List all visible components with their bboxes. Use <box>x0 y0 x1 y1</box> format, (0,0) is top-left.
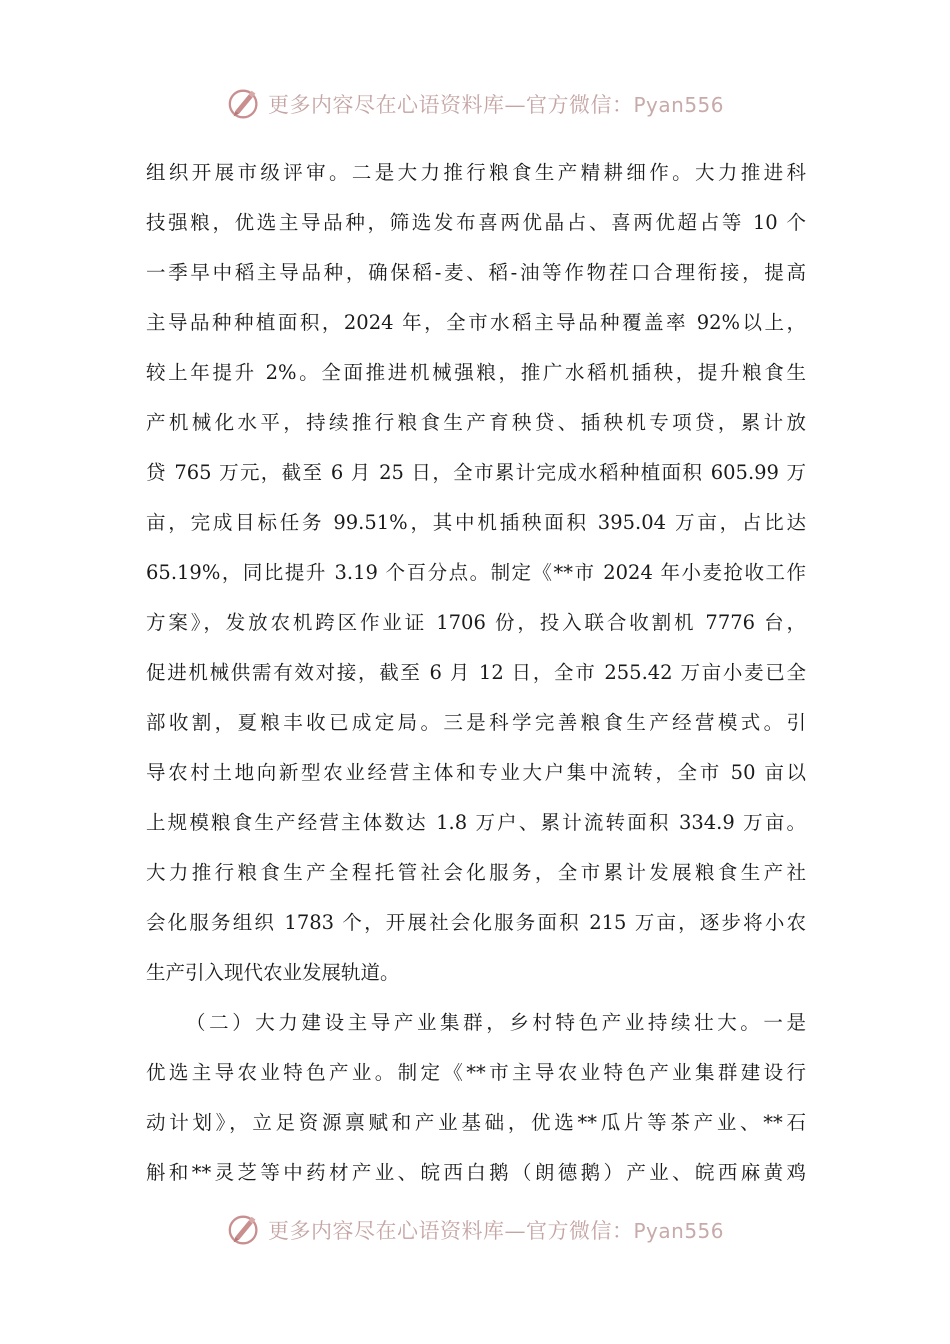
watermark-footer <box>0 1206 950 1254</box>
text-line: 优选主导农业特色产业。制定《**市主导农业特色产业集群建设行 <box>146 1061 806 1084</box>
text-line: 动计划》，立足资源禀赋和产业基础，优选**瓜片等茶产业、**石 <box>146 1111 806 1134</box>
text-line: 贷 765 万元，截至 6 月 25 日，全市累计完成水稻种植面积 605.99 万 <box>146 461 806 484</box>
text-line: 生产引入现代农业发展轨道。 <box>146 961 400 984</box>
text-line: 亩，完成目标任务 99.51%，其中机插秧面积 395.04 万亩，占比达 <box>146 511 806 534</box>
text-line: 65.19%，同比提升 3.19 个百分点。制定《**市 2024 年小麦抢收工作 <box>146 561 806 584</box>
watermark-text: 更多内容尽在心语资料库—官方微信：Pyan556 <box>267 1219 724 1243</box>
text-line: 大力推行粮食生产全程托管社会化服务，全市累计发展粮食生产社 <box>146 861 806 884</box>
document-body <box>146 148 806 1198</box>
text-line: 斛和**灵芝等中药材产业、皖西白鹅（朗德鹅）产业、皖西麻黄鸡 <box>146 1161 806 1184</box>
text-line: 产机械化水平，持续推行粮食生产育秧贷、插秧机专项贷，累计放 <box>146 411 806 434</box>
text-line: 技强粮，优选主导品种，筛选发布喜两优晶占、喜两优超占等 10 个 <box>146 211 806 234</box>
text-line: 部收割，夏粮丰收已成定局。三是科学完善粮食生产经营模式。引 <box>146 711 806 734</box>
text-line: 方案》，发放农机跨区作业证 1706 份，投入联合收割机 7776 台， <box>146 611 806 634</box>
text-line: 促进机械供需有效对接，截至 6 月 12 日，全市 255.42 万亩小麦已全 <box>146 661 806 684</box>
text-line: 一季早中稻主导品种，确保稻-麦、稻-油等作物茬口合理衔接，提高 <box>146 261 806 284</box>
pen-logo-icon <box>226 1211 264 1249</box>
pen-logo-icon <box>226 85 264 123</box>
text-line: 组织开展市级评审。二是大力推行粮食生产精耕细作。大力推进科 <box>146 161 806 184</box>
watermark-header <box>0 80 950 128</box>
text-line: 导农村土地向新型农业经营主体和专业大户集中流转，全市 50 亩以 <box>146 761 806 784</box>
text-line: 会化服务组织 1783 个，开展社会化服务面积 215 万亩，逐步将小农 <box>146 911 806 934</box>
section-heading-line: （二）大力建设主导产业集群，乡村特色产业持续壮大。一是 <box>186 1011 806 1034</box>
text-line: 较上年提升 2%。全面推进机械强粮，推广水稻机插秧，提升粮食生 <box>146 361 806 384</box>
watermark-text: 更多内容尽在心语资料库—官方微信：Pyan556 <box>267 93 724 117</box>
text-line: 主导品种种植面积，2024 年，全市水稻主导品种覆盖率 92%以上， <box>146 311 806 334</box>
text-line: 上规模粮食生产经营主体数达 1.8 万户、累计流转面积 334.9 万亩。 <box>146 811 806 834</box>
